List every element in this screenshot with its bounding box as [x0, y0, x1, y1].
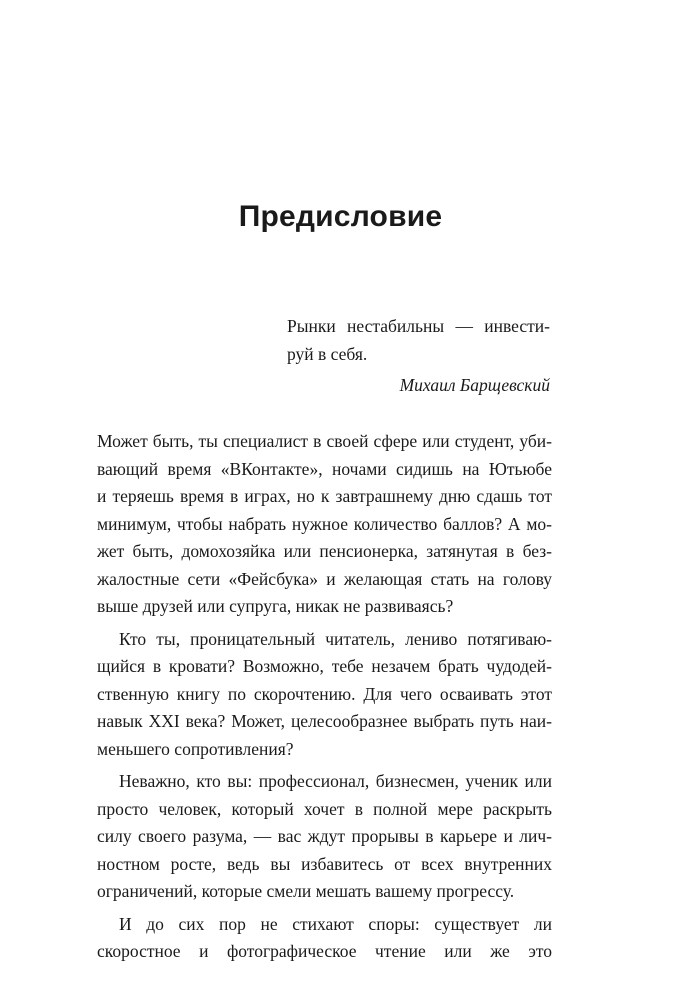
text-line: выше друзей или супруга, никак не развиваясь?: [97, 596, 454, 616]
epigraph-line: Рынки нестабильны — инвести-: [287, 316, 550, 336]
text-line: и теряешь время в играх, но к завтрашнему дню сдашь тот: [97, 486, 552, 506]
text-line: минимум, чтобы набрать нужное количество баллов? А мо-: [97, 513, 552, 534]
text-line: навык XXI века? Может, целесообразнее выбрать путь наи-: [97, 711, 552, 731]
epigraph: [287, 312, 550, 399]
epigraph-author: Михаил Барщевский: [399, 375, 550, 395]
text-line: И до сих пор не стихают споры: существует ли: [119, 913, 552, 934]
text-line: ственную книгу по скорочтению. Для чего осваивать этот: [97, 683, 552, 704]
text-line: скоростное и фотографическое чтение или же это: [97, 941, 552, 961]
paragraph: [97, 428, 552, 621]
text-line: просто человек, который хочет в полной мере раскрыть: [97, 798, 552, 819]
text-line: жалостные сети «Фейсбука» и желающая стать на голову: [97, 568, 552, 589]
text-line: Неважно, кто вы: профессионал, бизнесмен, ученик или: [119, 771, 552, 791]
text-line: меньшего сопротивления?: [97, 738, 294, 759]
epigraph-line: руй в себя.: [287, 344, 368, 364]
paragraph: [97, 911, 552, 966]
body-text: [97, 428, 552, 971]
text-line: вающий время «ВКонтакте», ночами сидишь на Ютьюбе: [97, 458, 552, 479]
text-line: Кто ты, проницательный читатель, лениво потягиваю-: [119, 628, 552, 649]
paragraph: [97, 768, 552, 906]
text-line: ностном росте, ведь вы избавитесь от всех внутренних: [97, 853, 552, 874]
text-line: ограничений, которые смели мешать вашему прогрессу.: [97, 881, 515, 901]
paragraph: [97, 626, 552, 764]
text-line: силу своего разума, — вас ждут прорывы в карьере и лич-: [97, 826, 552, 846]
text-line: жет быть, домохозяйка или пенсионерка, затянутая в без-: [97, 541, 552, 561]
text-line: Может быть, ты специалист в своей сфере или студент, уби-: [97, 431, 552, 451]
page-title: Предисловие: [238, 200, 443, 233]
text-line: щийся в кровати? Возможно, тебе незачем брать чудодей-: [97, 656, 552, 676]
